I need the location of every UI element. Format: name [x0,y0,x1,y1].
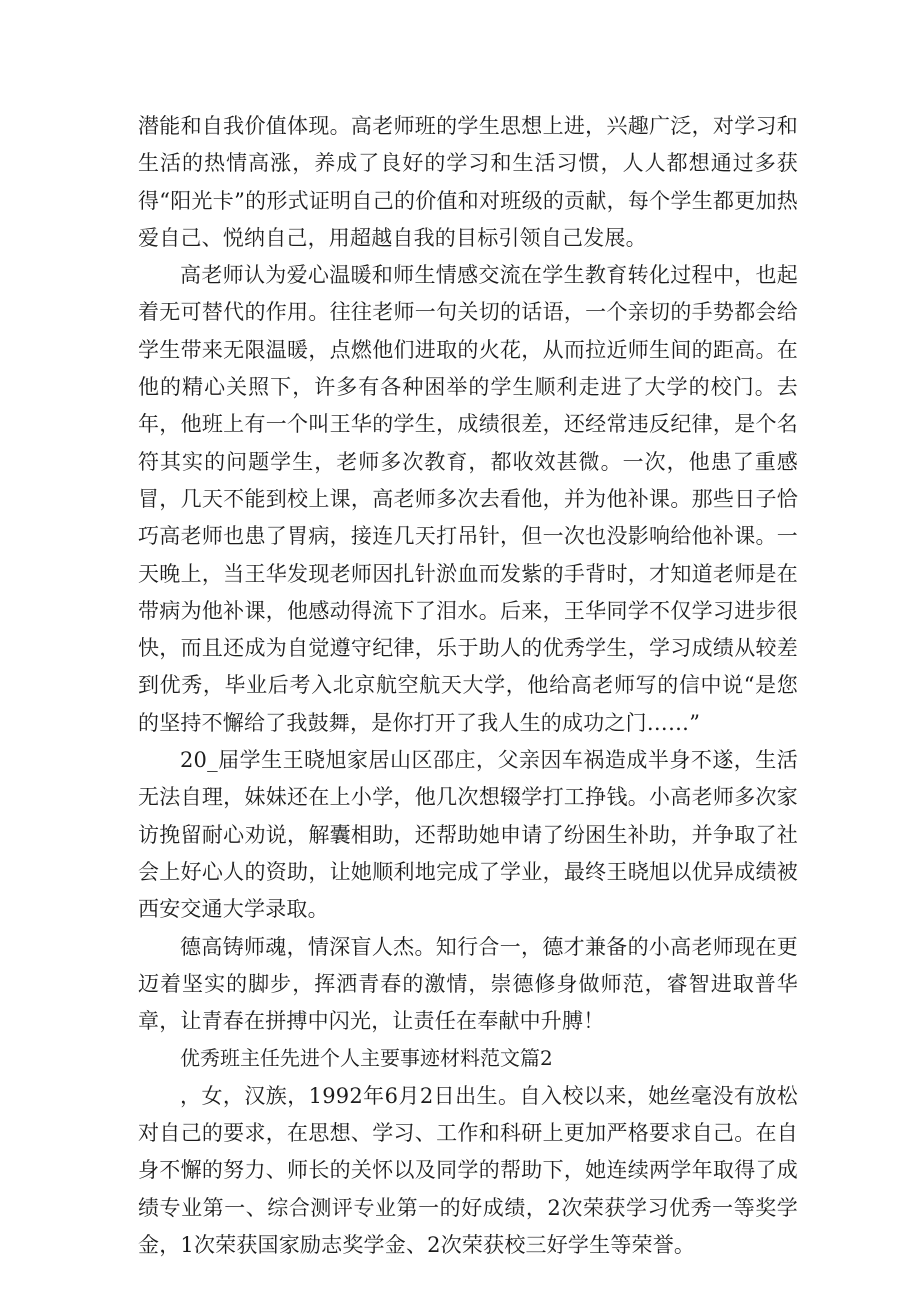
paragraph-continuation: 潜能和自我价值体现。高老师班的学生思想上进，兴趣广泛，对学习和生活的热情高涨，养成了良好的学习和生活习惯，人人都想通过多获得“阳光卡”的形式证明自己的价值和对班级的贡献，每个学生都更加热爱自己、悦纳自己，用超越自我的目标引领自己发展。 [138,114,798,250]
paragraph-student-support: 20_届学生王晓旭家居山区邵庄，父亲因车祸造成半身不遂，生活无法自理，妹妹还在上小学，他几次想辍学打工挣钱。小高老师多次家访挽留耐心劝说，解囊相助，还帮助她申请了纷困生补助，并争取了社会上好心人的资助，让她顺利地完成了学业，最终王晓旭以优异成绩被西安交通大学录取。 [138,748,798,922]
document-body [138,108,798,1264]
paragraph-profile: ，女，汉族，1992年6月2日出生。自入校以来，她丝毫没有放松对自己的要求，在思想、学习、工作和科研上更加严格要求自己。在自身不懈的努力、师长的关怀以及同学的帮助下，她连续两学年取得了成绩专业第一、综合测评专业第一的好成绩，2次荣获学习优秀一等奖学金，1次荣获国家励志奖学金、2次荣获校三好学生等荣誉。 [138,1083,798,1257]
paragraph-teacher-care: 高老师认为爱心温暖和师生情感交流在学生教育转化过程中，也起着无可替代的作用。往往老师一句关切的话语，一个亲切的手势都会给学生带来无限温暖，点燃他们进取的火花，从而拉近师生间的距高。在他的精心关照下，许多有各种困举的学生顺利走进了大学的校门。去年，他班上有一个叫王华的学生，成绩很差，还经常违反纪律，是个名符其实的问题学生，老师多次教育，都收效甚微。一次，他患了重感冒，几天不能到校上课，高老师多次去看他，并为他补课。那些日子恰巧高老师也患了胃病，接连几天打吊针，但一次也没影响给他补课。一天晚上，当王华发现老师因扎针淤血而发紫的手背时，才知道老师是在带病为他补课，他感动得流下了泪水。后来，王华同学不仅学习进步很快，而且还成为自觉遵守纪律，乐于助人的优秀学生，学习成绩从较差到优秀，毕业后考入北京航空航天大学，他给高老师写的信中说“是您的坚持不懈给了我鼓舞，是你打开了我人生的成功之门……” [138,263,798,735]
section-heading: 优秀班主任先进个人主要事迹材料范文篇2 [180,1046,553,1071]
paragraph-conclusion: 德高铸师魂，情深盲人杰。知行合一，德才兼备的小高老师现在更迈着坚实的脚步，挥洒青春的激情，崇德修身做师范，睿智进取普华章，让青春在拼搏中闪光，让责任在奉献中升膊！ [138,934,798,1034]
